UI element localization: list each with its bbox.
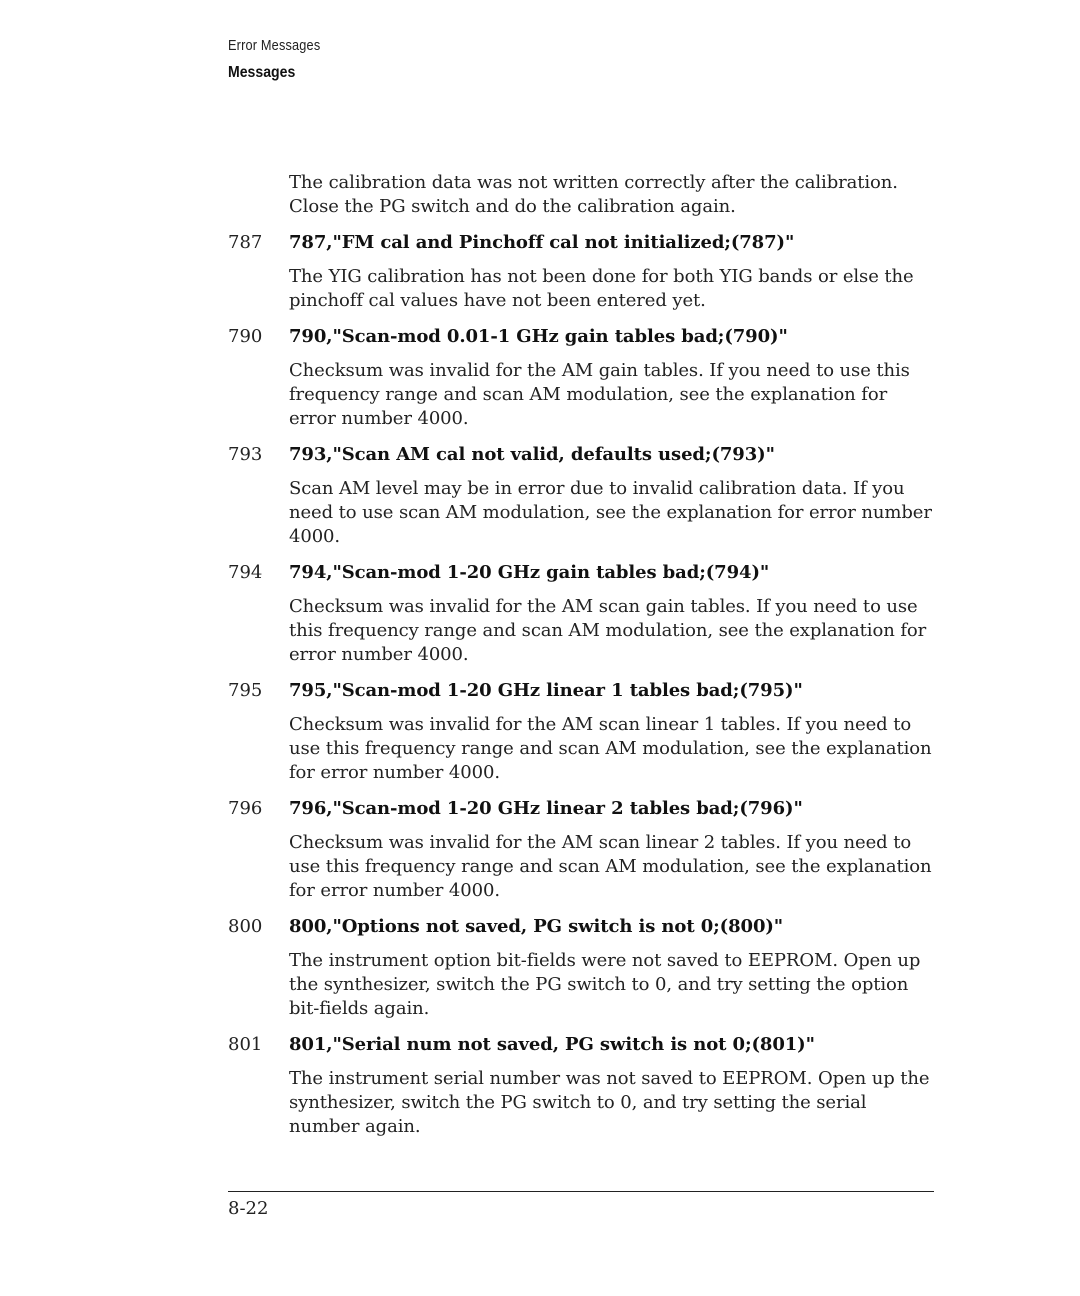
error-description: The instrument option bit-fields were not saved to EEPROM. Open up the synthesizer, switch the PG switch to 0, and try setting the option bit-fields again. [289,950,921,1019]
error-description: Checksum was invalid for the AM scan linear 1 tables. If you need to use this frequency range and scan AM modulation, see the explanation for error number 4000. [289,714,932,783]
entry-heading [228,915,938,939]
message-list [228,171,938,1139]
error-description: Checksum was invalid for the AM scan linear 2 tables. If you need to use this frequency range and scan AM modulation, see the explanation for error number 4000. [289,832,932,901]
error-message: 800,"Options not saved, PG switch is not 0;(800)" [289,916,784,937]
error-code: 795 [228,680,263,701]
error-entry-793 [228,443,938,549]
entry-heading [228,797,938,821]
error-description: The instrument serial number was not saved to EEPROM. Open up the synthesizer, switch the PG switch to 0, and try setting the serial number again. [289,1068,930,1137]
error-entry-794 [228,561,938,667]
error-message: 793,"Scan AM cal not valid, defaults used;(793)" [289,444,775,465]
error-entry-801 [228,1033,938,1139]
running-header-chapter: Error Messages [228,37,321,54]
error-message: 796,"Scan-mod 1-20 GHz linear 2 tables bad;(796)" [289,798,803,819]
error-code: 800 [228,916,263,937]
error-code: 794 [228,562,263,583]
error-code: 801 [228,1034,263,1055]
error-entry-787 [228,231,938,313]
footer-divider [228,1191,934,1192]
error-message: 794,"Scan-mod 1-20 GHz gain tables bad;(794)" [289,562,770,583]
entry-heading [228,231,938,255]
error-entry-790 [228,325,938,431]
error-code: 796 [228,798,263,819]
entry-heading [228,443,938,467]
entry-heading [228,679,938,703]
error-description: The YIG calibration has not been done for both YIG bands or else the pinchoff cal values have not been entered yet. [289,266,914,311]
error-message: 795,"Scan-mod 1-20 GHz linear 1 tables bad;(795)" [289,680,803,701]
entry-heading [228,561,938,585]
intro-paragraph: The calibration data was not written correctly after the calibration. Close the PG switch and do the calibration again. [289,172,898,217]
error-description: Checksum was invalid for the AM gain tables. If you need to use this frequency range and scan AM modulation, see the explanation for error number 4000. [289,360,910,429]
error-message: 790,"Scan-mod 0.01-1 GHz gain tables bad;(790)" [289,326,788,347]
entry-heading [228,1033,938,1057]
error-message: 801,"Serial num not saved, PG switch is not 0;(801)" [289,1034,815,1055]
running-header-section: Messages [228,64,296,81]
error-description: Checksum was invalid for the AM scan gain tables. If you need to use this frequency range and scan AM modulation, see the explanation for error number 4000. [289,596,927,665]
error-code: 790 [228,326,263,347]
error-code: 787 [228,232,263,253]
error-entry-800 [228,915,938,1021]
error-entry-796 [228,797,938,903]
error-message: 787,"FM cal and Pinchoff cal not initialized;(787)" [289,232,795,253]
entry-heading [228,325,938,349]
error-description: Scan AM level may be in error due to invalid calibration data. If you need to use scan AM modulation, see the explanation for error number 4000. [289,478,932,547]
error-entry-795 [228,679,938,785]
error-code: 793 [228,444,263,465]
page-number: 8-22 [228,1198,269,1219]
